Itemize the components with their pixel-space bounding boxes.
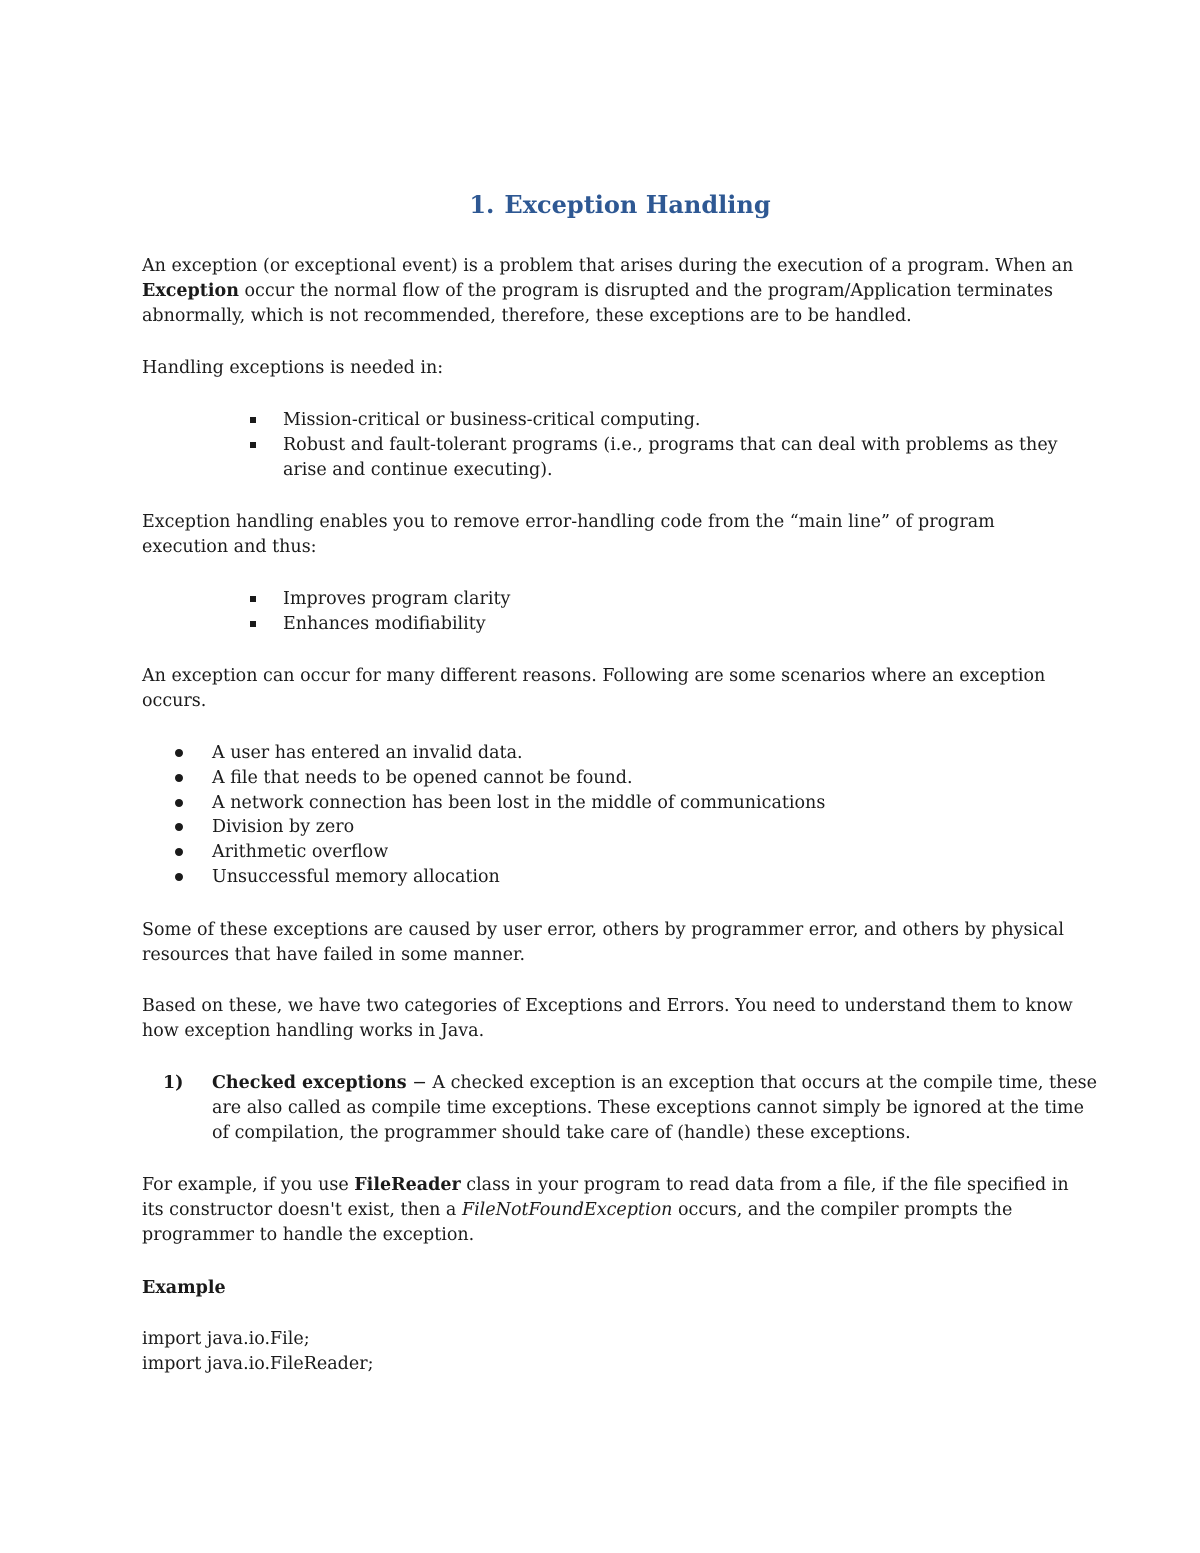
round-bullet-icon (175, 848, 183, 856)
checked-exceptions-item (163, 1071, 1097, 1145)
intro-term-exception: Exception (142, 280, 239, 301)
list-item: Improves program clarity (283, 587, 510, 612)
reasons-line-2: occurs. (142, 690, 207, 711)
square-bullet-icon (250, 621, 256, 627)
enables-line-1: Exception handling enables you to remove error-handling code from the “main line” of program (142, 512, 995, 532)
causes-line-2: resources that have failed in some manner. (142, 944, 526, 965)
filereader-term: FileReader (354, 1175, 461, 1195)
categories-line-1: Based on these, we have two categories of Exceptions and Errors. You need to understand them to know (142, 996, 1073, 1016)
square-bullet-icon (250, 442, 256, 448)
checked-line-2: are also called as compile time exceptions. These exceptions cannot simply be ignored at the time (212, 1097, 1085, 1118)
square-bullet-icon (250, 417, 256, 423)
intro-line-2: occur the normal flow of the program is disrupted and the program/Application terminates (238, 280, 1053, 301)
categories-paragraph (142, 994, 1072, 1044)
section-heading (0, 190, 1200, 219)
list-item: Mission-critical or business-critical computing. (283, 408, 1058, 433)
filenotfound-term: FileNotFoundException (461, 1199, 673, 1220)
needed-list (283, 408, 1058, 482)
round-bullet-icon (175, 873, 183, 881)
example-paragraph: For example, if you use FileReader class in your program to read data from a file, if the file specified in its constructor doesn't exist, then a FileNotFoundException occurs, and the compiler prompts the programmer to handle the exception. (142, 1173, 1072, 1247)
list-item: Division by zero (212, 815, 825, 840)
heading-number: 1. (469, 190, 495, 219)
list-item: Unsuccessful memory allocation (212, 865, 825, 890)
intro-paragraph (142, 254, 1072, 328)
round-bullet-icon (175, 799, 183, 807)
enables-list (283, 587, 510, 637)
enables-line-2: execution and thus: (142, 536, 317, 557)
round-bullet-icon (175, 774, 183, 782)
causes-line-1: Some of these exceptions are caused by user error, others by programmer error, and others by physical (142, 920, 1064, 940)
reasons-list (212, 741, 825, 890)
reasons-line-1: An exception can occur for many different reasons. Following are some scenarios where an exception (142, 666, 1046, 686)
list-item: A network connection has been lost in the middle of communications (212, 791, 825, 816)
item-number: 1) (163, 1073, 184, 1093)
square-bullet-icon (250, 596, 256, 602)
example-line-3: programmer to handle the exception. (142, 1224, 475, 1245)
intro-line-1: An exception (or exceptional event) is a problem that arises during the execution of a program. When an (142, 256, 1074, 276)
list-item: A user has entered an invalid data. (212, 741, 825, 766)
heading-title: Exception Handling (504, 190, 771, 219)
checked-term: Checked exceptions (212, 1073, 407, 1093)
code-line: import java.io.FileReader; (142, 1354, 374, 1374)
list-item: Enhances modifiability (283, 612, 510, 637)
categories-line-2: how exception handling works in Java. (142, 1020, 485, 1041)
enables-paragraph (142, 510, 1072, 560)
example-label: Example (142, 1278, 226, 1298)
intro-line-3: abnormally, which is not recommended, therefore, these exceptions are to be handled. (142, 305, 912, 326)
reasons-paragraph (142, 664, 1072, 714)
needed-intro: Handling exceptions is needed in: (142, 358, 444, 378)
list-item: A file that needs to be opened cannot be found. (212, 766, 825, 791)
round-bullet-icon (175, 749, 183, 757)
checked-line-1: − A checked exception is an exception that occurs at the compile time, these (406, 1073, 1097, 1093)
list-item: Robust and fault-tolerant programs (i.e., programs that can deal with problems as they arise and continue executing). (283, 433, 1058, 483)
code-block (142, 1327, 374, 1377)
causes-paragraph (142, 918, 1072, 968)
code-line: import java.io.File; (142, 1329, 310, 1349)
round-bullet-icon (175, 823, 183, 831)
checked-line-3: of compilation, the programmer should take care of (handle) these exceptions. (212, 1122, 911, 1143)
list-item: Arithmetic overflow (212, 840, 825, 865)
